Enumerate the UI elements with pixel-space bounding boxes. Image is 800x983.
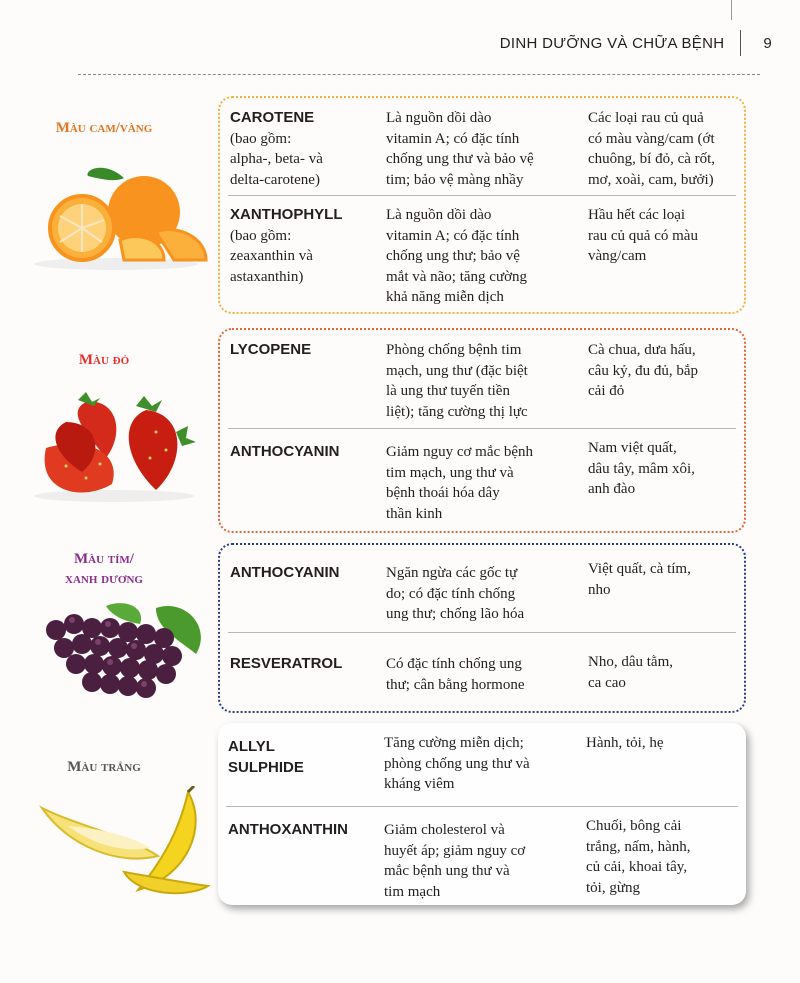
page-header <box>500 30 772 56</box>
compound-name: LYCOPENE <box>230 341 312 358</box>
compound-cell <box>228 820 378 841</box>
section-label-white: Màu trắng <box>67 759 141 775</box>
sources-cell: Chuối, bông cải trắng, nấm, hành, củ cải, khoai tây, tỏi, gừng <box>586 818 691 896</box>
row-divider <box>228 428 736 429</box>
compound-name: RESVERATROL <box>230 655 343 672</box>
benefit-cell: Ngăn ngừa các gốc tự do; có đặc tính chống ung thư; chống lão hóa <box>386 565 525 622</box>
compound-cell <box>230 563 380 584</box>
benefit-cell: Tăng cường miễn dịch; phòng chống ung thư và kháng viêm <box>384 735 530 792</box>
sources-cell: Các loại rau củ quả có màu vàng/cam (ớt chuông, bí đỏ, cà rốt, mơ, xoài, cam, bưởi) <box>588 110 716 188</box>
sources-cell: Việt quất, cà tím, nho <box>588 561 691 598</box>
page-number: 9 <box>763 34 772 52</box>
top-margin-line <box>731 0 732 20</box>
running-title: DINH DƯỠNG VÀ CHỮA BỆNH <box>499 34 725 52</box>
header-separator <box>740 30 741 56</box>
compound-cell <box>230 340 380 361</box>
sources-cell: Nho, dâu tằm, ca cao <box>588 654 673 691</box>
header-rule <box>78 74 760 75</box>
benefit-cell: Phòng chống bệnh tim mạch, ung thư (đặc biệt là ung thư tuyến tiền liệt); tăng cường thị lực <box>386 342 528 420</box>
section-table-white <box>218 723 746 905</box>
sources-cell: Hầu hết các loại rau củ quả có màu vàng/cam <box>588 207 698 264</box>
compound-name: ANTHOCYANIN <box>230 564 340 581</box>
benefit-cell: Là nguồn dồi dào vitamin A; có đặc tính chống ung thư; bảo vệ mắt và não; tăng cường khả năng miễn dịch <box>386 207 528 305</box>
row-divider <box>226 806 738 807</box>
section-label-red: Màu đỏ <box>78 352 130 368</box>
strawberry-icon <box>26 392 201 502</box>
compound-name: CAROTENE <box>230 109 315 126</box>
section-label-orange: Màu cam/vàng <box>55 120 153 136</box>
sources-cell: Hành, tỏi, hẹ <box>586 735 664 751</box>
benefit-cell: Giảm nguy cơ mắc bệnh tim mạch, ung thư và bệnh thoái hóa dây thần kinh <box>386 444 534 522</box>
benefit-cell: Là nguồn dồi dào vitamin A; có đặc tính chống ung thư và bảo vệ tim; bảo vệ màng nhầy <box>386 110 534 188</box>
compound-cell <box>228 737 378 778</box>
section-table-red <box>218 328 746 533</box>
compound-cell <box>230 654 380 675</box>
row-divider <box>228 195 736 196</box>
benefit-cell: Có đặc tính chống ung thư; cân bằng hormone <box>386 656 525 693</box>
compound-cell <box>230 442 380 463</box>
orange-fruit-icon <box>24 160 209 270</box>
compound-name: ALLYL SULPHIDE <box>228 738 304 776</box>
benefit-cell: Giảm cholesterol và huyết áp; giảm nguy cơ mắc bệnh ung thư và tim mạch <box>384 822 526 900</box>
banana-icon <box>38 786 218 901</box>
compound-detail: (bao gồm: alpha-, beta- và delta-carotene) <box>230 130 323 188</box>
sources-cell: Nam việt quất, dâu tây, mâm xôi, anh đào <box>588 440 695 497</box>
compound-detail: (bao gồm: zeaxanthin và astaxanthin) <box>230 227 313 285</box>
section-table-orange <box>218 96 746 314</box>
compound-cell <box>230 205 380 287</box>
compound-name: ANTHOXANTHIN <box>228 821 348 838</box>
section-label-purple: Màu tím/ xanh dương <box>65 551 143 587</box>
grapes-icon <box>36 598 211 708</box>
compound-name: ANTHOCYANIN <box>230 443 340 460</box>
compound-name: XANTHOPHYLL <box>230 206 343 223</box>
section-table-purple <box>218 543 746 713</box>
compound-cell <box>230 108 380 190</box>
sources-cell: Cà chua, dưa hấu, câu kỷ, đu đủ, bắp cải đỏ <box>588 342 698 399</box>
row-divider <box>228 632 736 633</box>
